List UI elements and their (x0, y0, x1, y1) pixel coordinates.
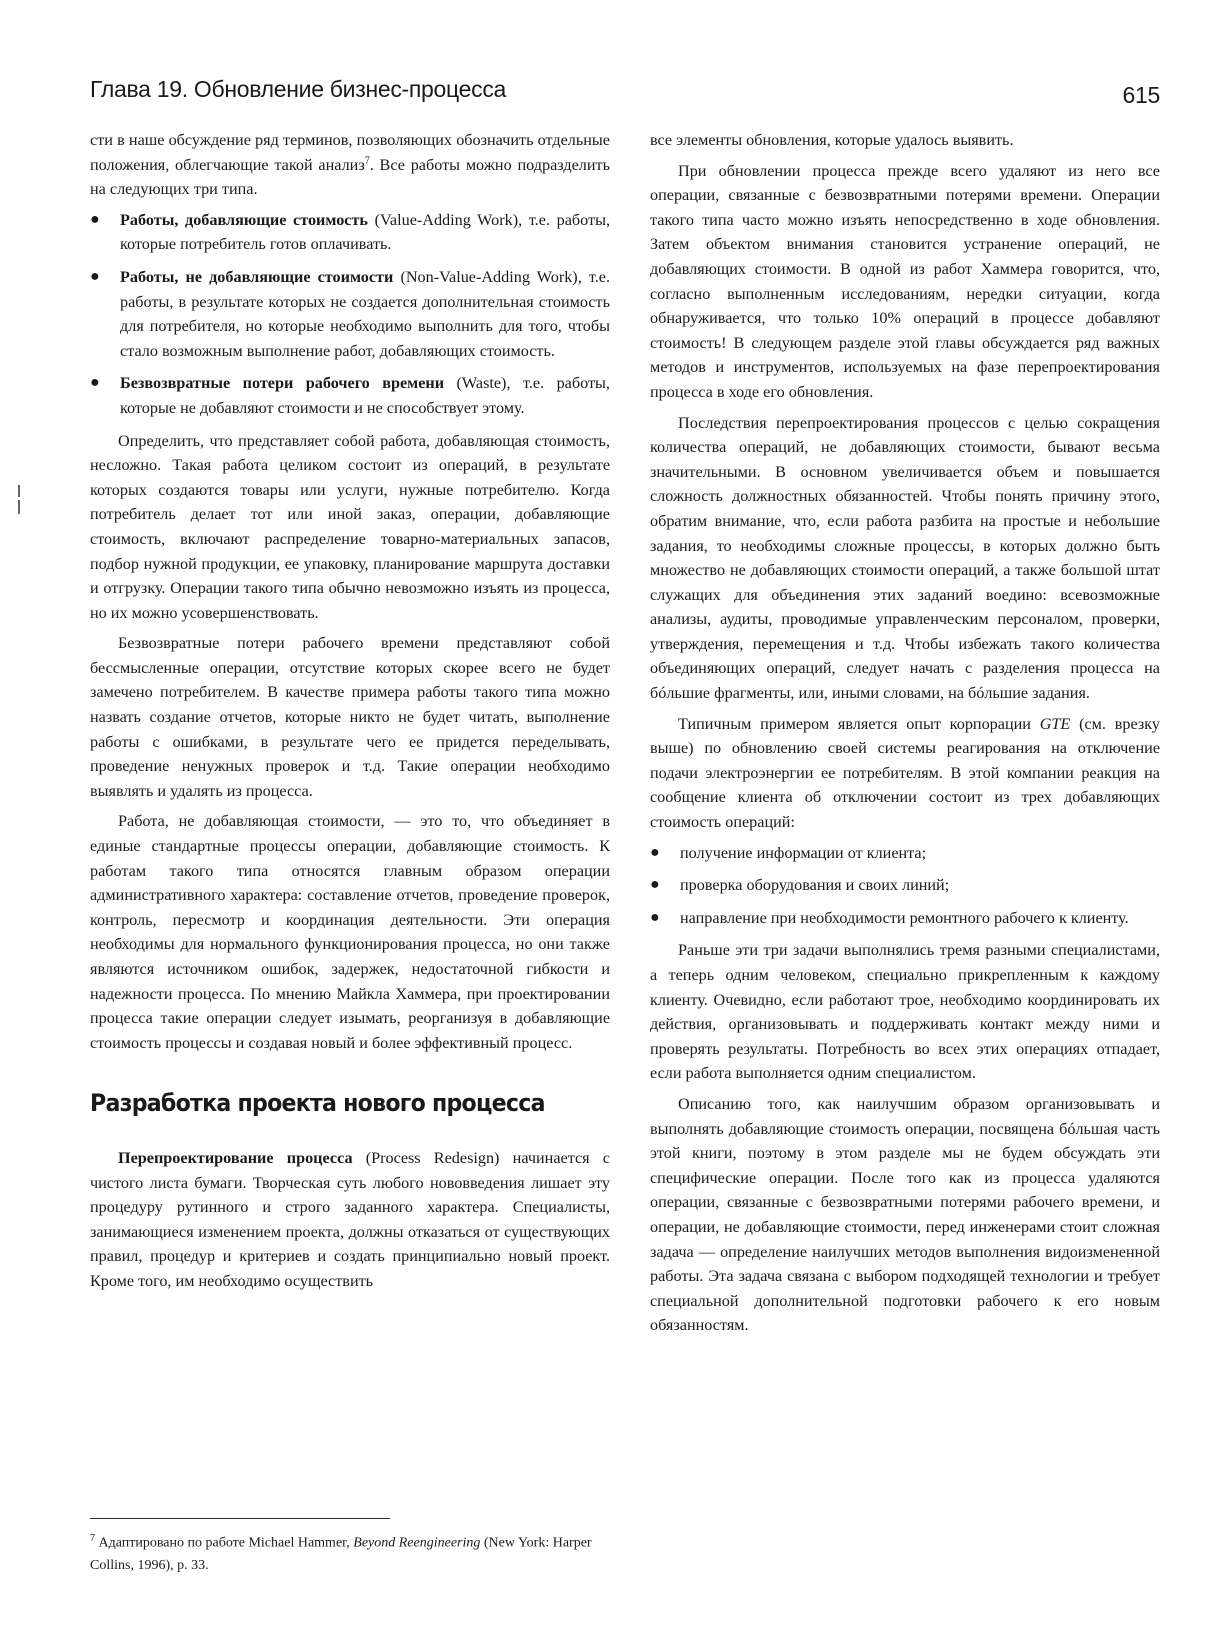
paragraph: Раньше эти три задачи выполнялись тремя разными специалистами, а теперь одним человеком, специально прикрепленным к каждому клиенту. Очевидно, если работают трое, необходимо координировать их действия, организовывать и поддерживать контакт между ними и проверять результаты. Потребность во всех этих операциях отпадает, если работа выполняется одним специалистом. (650, 941, 1160, 1083)
left-column (90, 128, 610, 1294)
work-types-list (90, 208, 610, 421)
page-number: 615 (1122, 82, 1160, 108)
list-item (650, 906, 1160, 931)
footnote-text: (New York: Harper Collins, 1996), p. 33. (90, 1535, 592, 1573)
footnote-text: Адаптировано по работе Michael Hammer, (95, 1535, 354, 1551)
paragraph-text: . Все работы можно подразделить на следующих три типа. (90, 155, 610, 199)
paragraph: Работа, не добавляющая стоимости, — это то, что объединяет в единые стандартные процессы операции, добавляющие стоимость. К работам такого типа относятся главным образом операции административного характера: составление отчетов, проведение проверок, контроль, пересмотр и координация деятельности. Эти операция необходимы для нормального функционирования процесса, но они также являются источником ошибок, задержек, недостаточной гибкости и надежности процесса. По мнению Майкла Хаммера, при проектировании процесса такие операции следует изымать, реорганизуя в добавляющие стоимость процессы и создавая новый и более эффективный процесс. (90, 812, 610, 1052)
paragraph: При обновлении процесса прежде всего удаляют из него все операции, связанные с безвозвратными потерями времени. Операции такого типа часто можно изъять непосредственно в ходе обновления. Затем объектом внимания становится устранение операций, не добавляющих стоимости. В одной из работ Хаммера говорится, что, согласно выполненным исследованиям, нередки ситуации, когда обнаруживается, что только 10% операций в процессе добавляют стоимость! В следующем разделе этой главы обсуждается ряд важных методов и инструментов, используемых на фазе перепроектирования процесса в ходе его обновления. (650, 161, 1160, 401)
term: Работы, добавляющие стоимость (120, 210, 368, 229)
list-item-text: (Value-Adding Work), т.е. работы, которые потребитель готов оплачивать. (120, 210, 610, 254)
paragraph (90, 128, 610, 202)
section-heading: Разработка проекта нового процесса (90, 1089, 545, 1118)
bullet-icon: ● (90, 210, 100, 228)
paragraph-text: (см. врезку выше) по обновлению своей системы реагирования на отключение подачи электроэнергии ее потребителям. В этой компании реакция на сообщение клиента об отключении состоит из трех добавляющих стоимость операций: (650, 714, 1160, 832)
operations-list (650, 841, 1160, 931)
paragraph (650, 712, 1160, 835)
term: Безвозвратные потери рабочего времени (120, 374, 445, 393)
paragraph (90, 1146, 610, 1294)
paragraph: Последствия перепроектирования процессов с целью сокращения количества операций, не добавляющих стоимости, бывают весьма значительными. В основном увеличивается объем и повышается сложность должностных обязанностей. Чтобы понять причину этого, обратим внимание, что, если работа разбита на простые и небольшие задания, то необходимы сложные процессы, в которых должно быть множество не добавляющих стоимости операций, а также большой штат служащих для объединения этих заданий воедино: всевозможные анализы, аудиты, проводимые управленческим персоналом, проверки, утверждения, перемещения и т.д. Чтобы избежать такого количества объединяющих операций, следует начать с разделения процесса на бóльшие фрагменты, или, иными словами, на бóльшие задания. (650, 413, 1160, 703)
footnote (90, 1528, 610, 1577)
company-name: GTE (1039, 714, 1071, 733)
right-column (650, 128, 1160, 1338)
scan-margin-mark (18, 500, 20, 514)
list-item-text: направление при необходимости ремонтного рабочего к клиенту. (680, 908, 1129, 927)
paragraph: Определить, что представляет собой работа, добавляющая стоимость, несложно. Такая работа целиком состоит из операций, в результате которых создаются товары или услуги, нужные потребителю. Когда потребитель делает тот или иной заказ, операции, добавляющие стоимость, включают распределение товарно-материальных запасов, подбор нужной продукции, ее упаковку, планирование маршрута доставки и отгрузку. Операции такого типа обычно невозможно изъять из процесса, но их можно усовершенствовать. (90, 431, 610, 622)
list-item-text: проверка оборудования и своих линий; (680, 876, 950, 895)
bullet-icon: ● (650, 876, 660, 894)
bullet-icon: ● (650, 843, 660, 861)
page-header (90, 70, 1160, 110)
list-item (650, 873, 1160, 898)
footnote-ref: 7 (364, 155, 370, 167)
footnote-book-title: Beyond Reengineering (353, 1535, 481, 1551)
list-item-text: (Waste), т.е. работы, которые не добавляют стоимости и не способствует этому. (120, 374, 610, 417)
footnote-divider (90, 1518, 390, 1519)
bullet-icon: ● (90, 374, 100, 392)
chapter-title: Глава 19. Обновление бизнес-процесса (90, 76, 507, 102)
list-item (90, 265, 610, 363)
paragraph: Безвозвратные потери рабочего времени представляют собой бессмысленные операции, отсутствие которых скорее всего не будет замечено потребителем. В качестве примера работы такого типа можно назвать создание отчетов, которые никто не будет читать, выполнение работы с ошибками, в результате чего ее придется переделывать, проведение ненужных проверок и т.д. Такие операции необходимо выявлять и удалять из процесса. (90, 634, 610, 800)
bullet-icon: ● (650, 908, 660, 926)
paragraph-text: сти в наше обсуждение ряд терминов, позволяющих обозначить отдельные положения, облегчающие такой анализ (90, 131, 610, 174)
bullet-icon: ● (90, 267, 100, 285)
term: Работы, не добавляющие стоимости (120, 267, 394, 286)
list-item (90, 371, 610, 420)
paragraph-text: (Process Redesign) начинается с чистого листа бумаги. Творческая суть любого нововведения лишает эту процедуру рутинного и строго заданного характера. Специалисты, занимающиеся изменением проекта, должны отказаться от существующих правил, процедур и критериев и создать принципиально новый проект. Кроме того, им необходимо осуществить (90, 1148, 610, 1290)
list-item-text: (Non-Value-Adding Work), т.е. работы, в результате которых не создается дополнительная стоимость для потребителя, но которые необходимо выполнить для того, чтобы стало возможным выполнение работ, добавляющих стоимость. (120, 267, 610, 360)
list-item (90, 208, 610, 257)
paragraph: Описанию того, как наилучшим образом организовывать и выполнять добавляющие стоимость операции, посвящена бóльшая часть этой книги, поэтому в этом разделе мы не будем обсуждать эти специфические операции. После того как из процесса удаляются операции, связанные с безвозвратными потерями рабочего времени, и операции, не добавляющие стоимости, перед инженерами стоит сложная задача — определение наилучших методов выполнения видоизмененной работы. Эта задача связана с выбором подходящей технологии и требует специальной дополнительной подготовки рабочего к его новым обязанностям. (650, 1094, 1160, 1335)
list-item-text: получение информации от клиента; (680, 843, 927, 862)
paragraph-text: Типичным примером является опыт корпорации (678, 714, 1040, 733)
scan-margin-mark (18, 485, 20, 497)
term: Перепроектирование процесса (118, 1148, 353, 1167)
footnote-number: 7 (90, 1533, 95, 1544)
paragraph: все элементы обновления, которые удалось выявить. (650, 131, 1014, 149)
list-item (650, 841, 1160, 866)
